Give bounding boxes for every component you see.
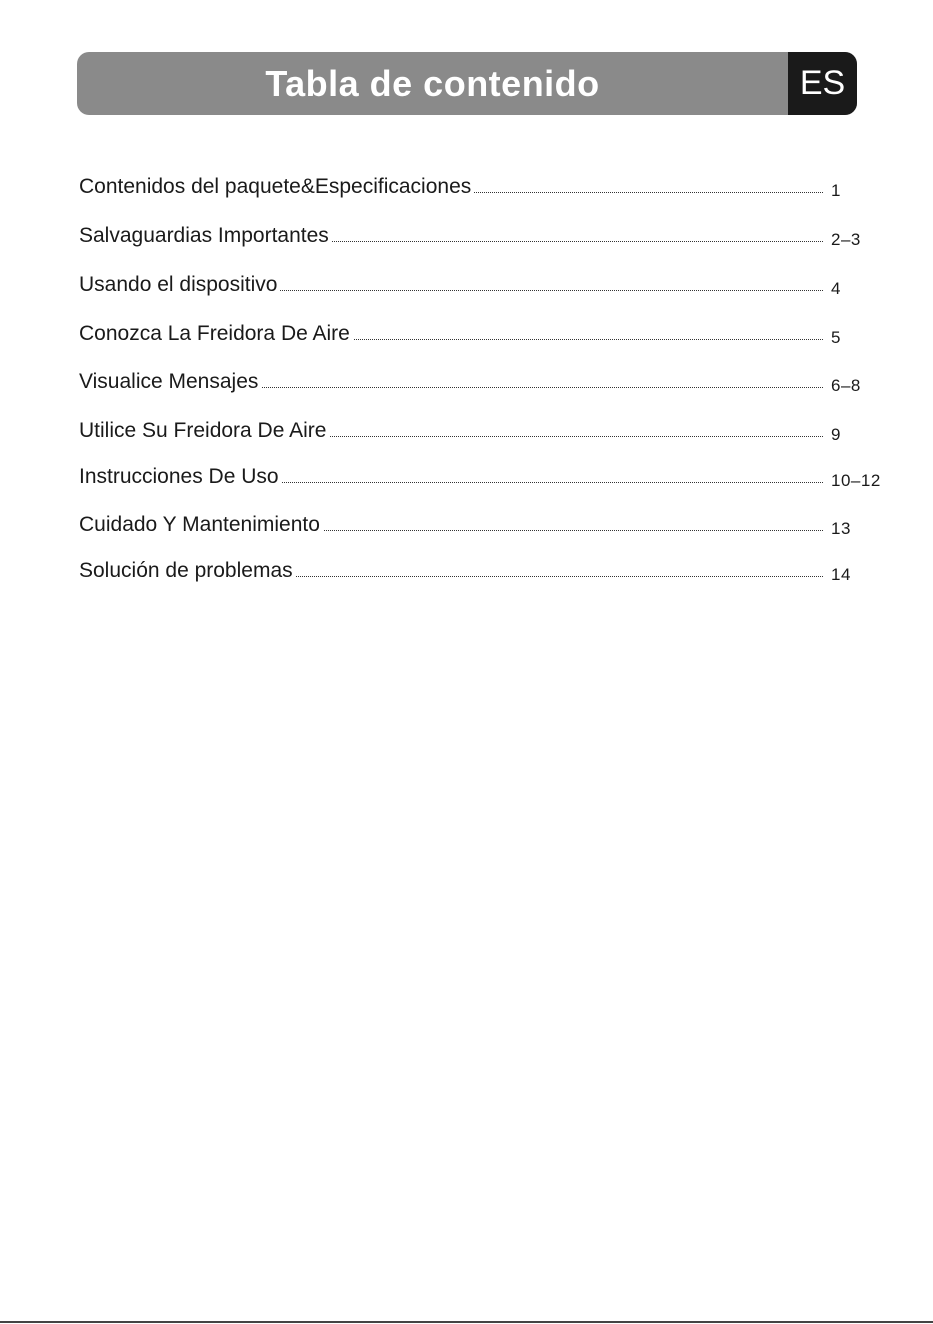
toc-entry-usando[interactable]: [79, 270, 889, 300]
toc-entry-page: 6–8: [831, 376, 861, 395]
toc-entry-cuidado[interactable]: [79, 510, 889, 540]
toc-entry-page: 14: [831, 565, 851, 584]
toc-entry-label: Utilice Su Freidora De Aire: [79, 416, 329, 446]
toc-entry-label: Conozca La Freidora De Aire: [79, 319, 353, 349]
toc-entry-contenidos[interactable]: [79, 172, 889, 202]
toc-entry-page: 2–3: [831, 230, 861, 249]
toc-entry-page: 5: [831, 328, 841, 347]
toc-entry-conozca[interactable]: [79, 319, 889, 349]
toc-entry-page: 13: [831, 519, 851, 538]
toc-entry-label: Cuidado Y Mantenimiento: [79, 510, 323, 540]
toc-entry-label: Salvaguardias Importantes: [79, 221, 332, 251]
toc-entry-label: Contenidos del paquete&Especificaciones: [79, 172, 474, 202]
toc-entry-label: Usando el dispositivo: [79, 270, 280, 300]
toc-entry-salvaguardias[interactable]: [79, 221, 889, 251]
toc-entry-instrucciones[interactable]: [79, 462, 889, 492]
toc-entry-label: Solución de problemas: [79, 556, 296, 586]
toc-entry-page: 10–12: [831, 471, 881, 490]
toc-entry-label: Instrucciones De Uso: [79, 462, 282, 492]
toc-entry-utilice[interactable]: [79, 416, 889, 446]
toc-entry-page: 4: [831, 279, 841, 298]
title-bar: [77, 52, 857, 115]
page-title: Tabla de contenido: [265, 63, 600, 104]
language-badge: ES: [788, 52, 857, 115]
toc-entry-solucion[interactable]: [79, 556, 889, 586]
page-bottom-rule: [0, 1321, 933, 1323]
toc-entry-page: 1: [831, 181, 841, 200]
toc-entry-visualice[interactable]: [79, 367, 889, 397]
toc-entry-label: Visualice Mensajes: [79, 367, 261, 397]
toc-entry-page: 9: [831, 425, 841, 444]
